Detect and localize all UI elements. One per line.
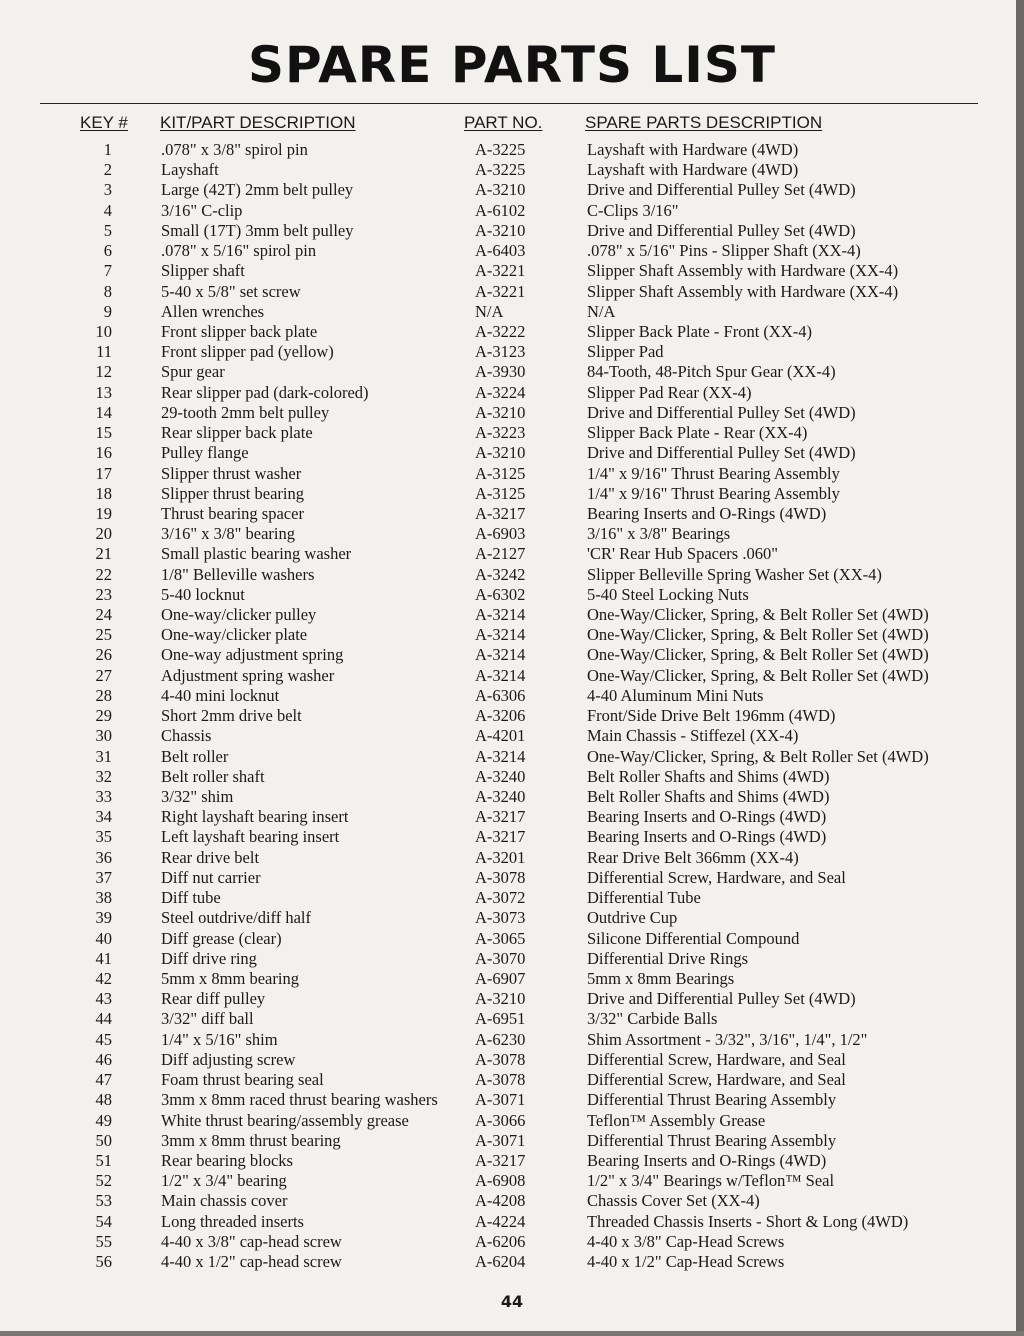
kit-description-cell: Spur gear [161, 362, 225, 382]
kit-description-cell: Diff adjusting screw [161, 1049, 296, 1069]
kit-description-cell: Long threaded inserts [161, 1211, 304, 1231]
key-cell: 15 [95, 423, 112, 443]
part-no-cell: A-3221 [475, 281, 526, 301]
part-no-cell: A-3123 [475, 342, 526, 362]
part-no-cell: A-3065 [475, 928, 526, 948]
kit-description-cell: 1/8" Belleville washers [161, 564, 315, 584]
key-cell: 37 [95, 867, 112, 887]
part-no-cell: A-6951 [475, 1009, 526, 1029]
kit-description-cell: Foam thrust bearing seal [161, 1070, 324, 1090]
key-cell: 19 [95, 503, 112, 523]
kit-description-cell: Adjustment spring washer [161, 665, 335, 685]
part-no-cell: A-3930 [475, 362, 526, 382]
kit-description-cell: Thrust bearing spacer [161, 503, 304, 523]
kit-description-cell: Large (42T) 2mm belt pulley [161, 180, 354, 200]
kit-description-cell: Layshaft [161, 160, 219, 180]
spare-description-cell: Threaded Chassis Inserts - Short & Long (4WD) [587, 1211, 909, 1231]
spare-description-cell: Differential Thrust Bearing Assembly [587, 1130, 837, 1150]
part-no-cell: A-6230 [475, 1029, 526, 1049]
spare-description-cell: One-Way/Clicker, Spring, & Belt Roller Set (4WD) [587, 746, 929, 766]
table-row [0, 827, 1024, 847]
kit-description-cell: Diff grease (clear) [161, 928, 282, 948]
table-row [0, 969, 1024, 989]
part-no-cell: A-3224 [475, 382, 526, 402]
spare-description-cell: 3/32" Carbide Balls [587, 1009, 718, 1029]
spare-description-cell: .078" x 5/16" Pins - Slipper Shaft (XX-4) [587, 241, 861, 261]
part-no-cell: A-3078 [475, 1049, 526, 1069]
part-no-cell: A-3214 [475, 645, 526, 665]
key-cell: 9 [103, 301, 112, 321]
key-cell: 14 [95, 402, 112, 422]
kit-description-cell: 1/2" x 3/4" bearing [161, 1171, 287, 1191]
table-row [0, 1050, 1024, 1070]
spare-description-cell: Drive and Differential Pulley Set (4WD) [587, 180, 856, 200]
part-no-cell: A-3071 [475, 1090, 526, 1110]
header-kit-part-description: KIT/PART DESCRIPTION [160, 113, 356, 132]
part-no-cell: A-3225 [475, 140, 526, 159]
page-edge-right [1016, 0, 1024, 1336]
kit-description-cell: 5-40 x 5/8" set screw [161, 281, 301, 301]
table-row [0, 140, 1024, 160]
key-cell: 38 [95, 888, 112, 908]
spare-description-cell: Bearing Inserts and O-Rings (4WD) [587, 1150, 827, 1170]
key-cell: 52 [95, 1171, 112, 1191]
key-cell: 42 [95, 968, 112, 988]
table-row [0, 383, 1024, 403]
table-row [0, 241, 1024, 261]
kit-description-cell: Right layshaft bearing insert [161, 807, 349, 827]
kit-description-cell: Pulley flange [161, 443, 249, 463]
spare-description-cell: Silicone Differential Compound [587, 928, 800, 948]
spare-description-cell: One-Way/Clicker, Spring, & Belt Roller Set (4WD) [587, 605, 929, 625]
kit-description-cell: One-way adjustment spring [161, 645, 344, 665]
kit-description-cell: Slipper thrust bearing [161, 483, 304, 503]
table-row [0, 1111, 1024, 1131]
kit-description-cell: One-way/clicker plate [161, 625, 308, 645]
part-no-cell: A-6903 [475, 524, 526, 544]
table-row [0, 484, 1024, 504]
key-cell: 23 [95, 584, 112, 604]
spare-description-cell: 4-40 x 3/8" Cap-Head Screws [587, 1231, 785, 1251]
table-row [0, 302, 1024, 322]
kit-description-cell: Rear slipper back plate [161, 423, 313, 443]
spare-description-cell: Differential Screw, Hardware, and Seal [587, 867, 846, 887]
table-row [0, 565, 1024, 585]
kit-description-cell: .078" x 5/16" spirol pin [161, 241, 317, 261]
spare-description-cell: 3/16" x 3/8" Bearings [587, 524, 731, 544]
kit-description-cell: White thrust bearing/assembly grease [161, 1110, 409, 1130]
table-row [0, 221, 1024, 241]
table-row [0, 464, 1024, 484]
key-cell: 29 [95, 706, 112, 726]
part-no-cell: A-3217 [475, 1150, 526, 1170]
part-no-cell: A-3225 [475, 160, 526, 180]
table-row [0, 929, 1024, 949]
spare-description-cell: Main Chassis - Stiffezel (XX-4) [587, 726, 799, 746]
spare-description-cell: Belt Roller Shafts and Shims (4WD) [587, 766, 830, 786]
spare-description-cell: Slipper Back Plate - Rear (XX-4) [587, 423, 808, 443]
part-no-cell: A-3070 [475, 948, 526, 968]
key-cell: 34 [95, 807, 112, 827]
table-row [0, 160, 1024, 180]
spare-description-cell: Drive and Differential Pulley Set (4WD) [587, 443, 856, 463]
part-no-cell: A-6403 [475, 241, 526, 261]
key-cell: 2 [103, 160, 112, 180]
table-row [0, 848, 1024, 868]
kit-description-cell: Rear bearing blocks [161, 1150, 293, 1170]
header-key: KEY # [80, 113, 128, 132]
part-no-cell: A-6908 [475, 1171, 526, 1191]
spare-description-cell: Differential Tube [587, 888, 701, 908]
part-no-cell: A-2127 [475, 544, 526, 564]
table-row [0, 686, 1024, 706]
key-cell: 13 [95, 382, 112, 402]
spare-description-cell: 5-40 Steel Locking Nuts [587, 584, 749, 604]
part-no-cell: A-4201 [475, 726, 526, 746]
part-no-cell: A-3072 [475, 888, 526, 908]
key-cell: 32 [95, 766, 112, 786]
key-cell: 17 [95, 463, 112, 483]
table-row [0, 282, 1024, 302]
kit-description-cell: 4-40 mini locknut [161, 685, 280, 705]
part-no-cell: A-3210 [475, 220, 526, 240]
kit-description-cell: Front slipper pad (yellow) [161, 342, 334, 362]
table-row [0, 989, 1024, 1009]
part-no-cell: A-6102 [475, 200, 526, 220]
table-row [0, 524, 1024, 544]
table-row [0, 1070, 1024, 1090]
key-cell: 44 [95, 1009, 112, 1029]
key-cell: 54 [95, 1211, 112, 1231]
key-cell: 33 [95, 787, 112, 806]
kit-description-cell: Belt roller shaft [161, 766, 265, 786]
part-no-cell: A-3125 [475, 483, 526, 503]
title-rule [40, 103, 978, 104]
key-cell: 46 [95, 1049, 112, 1069]
spare-description-cell: N/A [587, 301, 616, 321]
key-cell: 50 [95, 1130, 112, 1150]
kit-description-cell: 3mm x 8mm raced thrust bearing washers [161, 1090, 438, 1110]
part-no-cell: A-6907 [475, 968, 526, 988]
key-cell: 10 [95, 321, 112, 341]
key-cell: 53 [95, 1191, 112, 1211]
key-cell: 40 [95, 928, 112, 948]
spare-description-cell: Drive and Differential Pulley Set (4WD) [587, 220, 856, 240]
part-no-cell: A-3214 [475, 625, 526, 645]
kit-description-cell: Belt roller [161, 746, 229, 766]
kit-description-cell: 3mm x 8mm thrust bearing [161, 1130, 341, 1150]
key-cell: 22 [95, 564, 112, 584]
part-no-cell: A-6306 [475, 685, 526, 705]
spare-description-cell: Outdrive Cup [587, 908, 678, 928]
key-cell: 35 [95, 827, 112, 847]
spare-description-cell: 1/4" x 9/16" Thrust Bearing Assembly [587, 483, 840, 503]
kit-description-cell: Diff nut carrier [161, 867, 261, 887]
part-no-cell: A-3078 [475, 1070, 526, 1090]
part-no-cell: A-3206 [475, 706, 526, 726]
page-edge-bottom [0, 1331, 1024, 1336]
part-no-cell: A-3214 [475, 746, 526, 766]
spare-description-cell: Chassis Cover Set (XX-4) [587, 1191, 760, 1211]
key-cell: 6 [103, 241, 112, 261]
spare-description-cell: Slipper Shaft Assembly with Hardware (XX-4) [587, 281, 899, 301]
parts-table-body [0, 140, 1024, 1272]
spare-description-cell: Slipper Back Plate - Front (XX-4) [587, 321, 812, 341]
table-row [0, 767, 1024, 787]
part-no-cell: A-6204 [475, 1252, 526, 1272]
key-cell: 16 [95, 443, 112, 463]
part-no-cell: A-3201 [475, 847, 526, 867]
key-cell: 12 [95, 362, 112, 382]
part-no-cell: A-3210 [475, 443, 526, 463]
header-part-no: PART NO. [464, 113, 543, 132]
part-no-cell: A-3214 [475, 605, 526, 625]
key-cell: 30 [95, 726, 112, 746]
key-cell: 1 [103, 140, 112, 159]
table-row [0, 1191, 1024, 1211]
kit-description-cell: 3/16" x 3/8" bearing [161, 524, 295, 544]
table-row [0, 1212, 1024, 1232]
key-cell: 4 [103, 200, 112, 220]
table-row [0, 261, 1024, 281]
spare-description-cell: 84-Tooth, 48-Pitch Spur Gear (XX-4) [587, 362, 836, 382]
spare-description-cell: Differential Screw, Hardware, and Seal [587, 1049, 846, 1069]
table-row [0, 443, 1024, 463]
spare-description-cell: Teflon™ Assembly Grease [587, 1110, 766, 1130]
kit-description-cell: 3/16" C-clip [161, 200, 243, 220]
table-row [0, 342, 1024, 362]
spare-description-cell: 4-40 x 1/2" Cap-Head Screws [587, 1252, 785, 1272]
key-cell: 48 [95, 1090, 112, 1110]
part-no-cell: A-3242 [475, 564, 526, 584]
key-cell: 11 [96, 342, 112, 362]
part-no-cell: A-3073 [475, 908, 526, 928]
part-no-cell: A-3071 [475, 1130, 526, 1150]
key-cell: 24 [95, 605, 112, 625]
kit-description-cell: Rear slipper pad (dark-colored) [161, 382, 369, 402]
key-cell: 47 [95, 1070, 112, 1090]
part-no-cell: A-3210 [475, 989, 526, 1009]
spare-description-cell: 4-40 Aluminum Mini Nuts [587, 685, 764, 705]
table-row [0, 807, 1024, 827]
part-no-cell: A-3217 [475, 503, 526, 523]
kit-description-cell: Short 2mm drive belt [161, 706, 302, 726]
spare-description-cell: C-Clips 3/16" [587, 200, 679, 220]
kit-description-cell: Rear diff pulley [161, 989, 266, 1009]
kit-description-cell: 5mm x 8mm bearing [161, 968, 299, 988]
kit-description-cell: 4-40 x 3/8" cap-head screw [161, 1231, 342, 1251]
part-no-cell: A-3066 [475, 1110, 526, 1130]
kit-description-cell: Small (17T) 3mm belt pulley [161, 220, 354, 240]
kit-description-cell: 4-40 x 1/2" cap-head screw [161, 1252, 342, 1272]
part-no-cell: A-4208 [475, 1191, 526, 1211]
table-row [0, 605, 1024, 625]
key-cell: 36 [95, 847, 112, 867]
part-no-cell: N/A [475, 301, 504, 321]
part-no-cell: A-3078 [475, 867, 526, 887]
spare-description-cell: Front/Side Drive Belt 196mm (4WD) [587, 706, 836, 726]
kit-description-cell: 3/32" shim [161, 787, 234, 806]
table-row [0, 201, 1024, 221]
key-cell: 3 [103, 180, 112, 200]
spare-description-cell: Differential Screw, Hardware, and Seal [587, 1070, 846, 1090]
spare-description-cell: 'CR' Rear Hub Spacers .060" [587, 544, 778, 564]
part-no-cell: A-3217 [475, 807, 526, 827]
part-no-cell: A-6206 [475, 1231, 526, 1251]
kit-description-cell: Slipper thrust washer [161, 463, 302, 483]
kit-description-cell: Small plastic bearing washer [161, 544, 352, 564]
kit-description-cell: 3/32" diff ball [161, 1009, 254, 1029]
key-cell: 25 [95, 625, 112, 645]
key-cell: 21 [95, 544, 112, 564]
key-cell: 20 [95, 524, 112, 544]
key-cell: 55 [95, 1231, 112, 1251]
kit-description-cell: Front slipper back plate [161, 321, 318, 341]
spare-description-cell: Differential Drive Rings [587, 948, 748, 968]
header-spare-parts-description: SPARE PARTS DESCRIPTION [585, 113, 823, 132]
table-row [0, 949, 1024, 969]
key-cell: 51 [95, 1150, 112, 1170]
key-cell: 27 [95, 665, 112, 685]
key-cell: 18 [95, 483, 112, 503]
kit-description-cell: Slipper shaft [161, 261, 245, 281]
spare-description-cell: Bearing Inserts and O-Rings (4WD) [587, 503, 827, 523]
spare-description-cell: One-Way/Clicker, Spring, & Belt Roller Set (4WD) [587, 625, 929, 645]
table-row [0, 322, 1024, 342]
table-row [0, 1252, 1024, 1272]
table-row [0, 544, 1024, 564]
part-no-cell: A-3240 [475, 766, 526, 786]
table-row [0, 666, 1024, 686]
table-row [0, 908, 1024, 928]
spare-description-cell: Bearing Inserts and O-Rings (4WD) [587, 807, 827, 827]
part-no-cell: A-4224 [475, 1211, 526, 1231]
key-cell: 5 [103, 220, 112, 240]
kit-description-cell: Diff drive ring [161, 948, 257, 968]
table-row [0, 1171, 1024, 1191]
key-cell: 26 [95, 645, 112, 665]
table-row [0, 403, 1024, 423]
kit-description-cell: Main chassis cover [161, 1191, 288, 1211]
part-no-cell: A-3223 [475, 423, 526, 443]
spare-description-cell: Drive and Differential Pulley Set (4WD) [587, 402, 856, 422]
spare-description-cell: Shim Assortment - 3/32", 3/16", 1/4", 1/2" [587, 1029, 868, 1049]
kit-description-cell: 5-40 locknut [161, 584, 245, 604]
kit-description-cell: 1/4" x 5/16" shim [161, 1029, 278, 1049]
spare-description-cell: 5mm x 8mm Bearings [587, 968, 735, 988]
kit-description-cell: Left layshaft bearing insert [161, 827, 340, 847]
table-row [0, 180, 1024, 200]
kit-description-cell: Chassis [161, 726, 212, 746]
table-row [0, 645, 1024, 665]
key-cell: 7 [103, 261, 112, 281]
key-cell: 43 [95, 989, 112, 1009]
table-row [0, 1030, 1024, 1050]
part-no-cell: A-3210 [475, 402, 526, 422]
table-row [0, 423, 1024, 443]
table-row [0, 585, 1024, 605]
table-row [0, 1232, 1024, 1252]
table-row [0, 1090, 1024, 1110]
spare-description-cell: One-Way/Clicker, Spring, & Belt Roller Set (4WD) [587, 665, 929, 685]
table-row [0, 868, 1024, 888]
table-row [0, 787, 1024, 807]
key-cell: 45 [95, 1029, 112, 1049]
spare-description-cell: Layshaft with Hardware (4WD) [587, 160, 799, 180]
table-row [0, 362, 1024, 382]
table-row [0, 888, 1024, 908]
table-row [0, 504, 1024, 524]
kit-description-cell: Diff tube [161, 888, 221, 908]
part-no-cell: A-3222 [475, 321, 526, 341]
key-cell: 31 [95, 746, 112, 766]
table-row [0, 747, 1024, 767]
key-cell: 39 [95, 908, 112, 928]
page-number: 44 [500, 1292, 524, 1311]
spare-description-cell: Differential Thrust Bearing Assembly [587, 1090, 837, 1110]
key-cell: 28 [95, 685, 112, 705]
part-no-cell: A-3240 [475, 787, 526, 806]
table-row [0, 1151, 1024, 1171]
page-title: SPARE PARTS LIST [248, 36, 776, 94]
spare-description-cell: One-Way/Clicker, Spring, & Belt Roller Set (4WD) [587, 645, 929, 665]
spare-description-cell: Rear Drive Belt 366mm (XX-4) [587, 847, 799, 867]
part-no-cell: A-3214 [475, 665, 526, 685]
kit-description-cell: .078" x 3/8" spirol pin [161, 140, 308, 159]
key-cell: 49 [95, 1110, 112, 1130]
key-cell: 56 [95, 1252, 112, 1272]
key-cell: 8 [103, 281, 112, 301]
key-cell: 41 [95, 948, 112, 968]
spare-description-cell: 1/4" x 9/16" Thrust Bearing Assembly [587, 463, 840, 483]
spare-description-cell: Layshaft with Hardware (4WD) [587, 140, 799, 159]
kit-description-cell: One-way/clicker pulley [161, 605, 317, 625]
kit-description-cell: Rear drive belt [161, 847, 260, 867]
spare-description-cell: Slipper Pad Rear (XX-4) [587, 382, 752, 402]
kit-description-cell: Steel outdrive/diff half [161, 908, 311, 928]
part-no-cell: A-3210 [475, 180, 526, 200]
table-row [0, 726, 1024, 746]
table-row [0, 706, 1024, 726]
part-no-cell: A-3125 [475, 463, 526, 483]
spare-description-cell: Slipper Belleville Spring Washer Set (XX-4) [587, 564, 882, 584]
spare-description-cell: Belt Roller Shafts and Shims (4WD) [587, 787, 830, 806]
table-row [0, 1009, 1024, 1029]
spare-description-cell: Slipper Pad [587, 342, 664, 362]
spare-description-cell: Slipper Shaft Assembly with Hardware (XX-4) [587, 261, 899, 281]
spare-description-cell: 1/2" x 3/4" Bearings w/Teflon™ Seal [587, 1171, 835, 1191]
part-no-cell: A-3217 [475, 827, 526, 847]
spare-description-cell: Drive and Differential Pulley Set (4WD) [587, 989, 856, 1009]
kit-description-cell: 29-tooth 2mm belt pulley [161, 402, 330, 422]
spare-description-cell: Bearing Inserts and O-Rings (4WD) [587, 827, 827, 847]
kit-description-cell: Allen wrenches [161, 301, 265, 321]
table-row [0, 1131, 1024, 1151]
table-header [0, 113, 1024, 135]
table-row [0, 625, 1024, 645]
part-no-cell: A-3221 [475, 261, 526, 281]
part-no-cell: A-6302 [475, 584, 526, 604]
